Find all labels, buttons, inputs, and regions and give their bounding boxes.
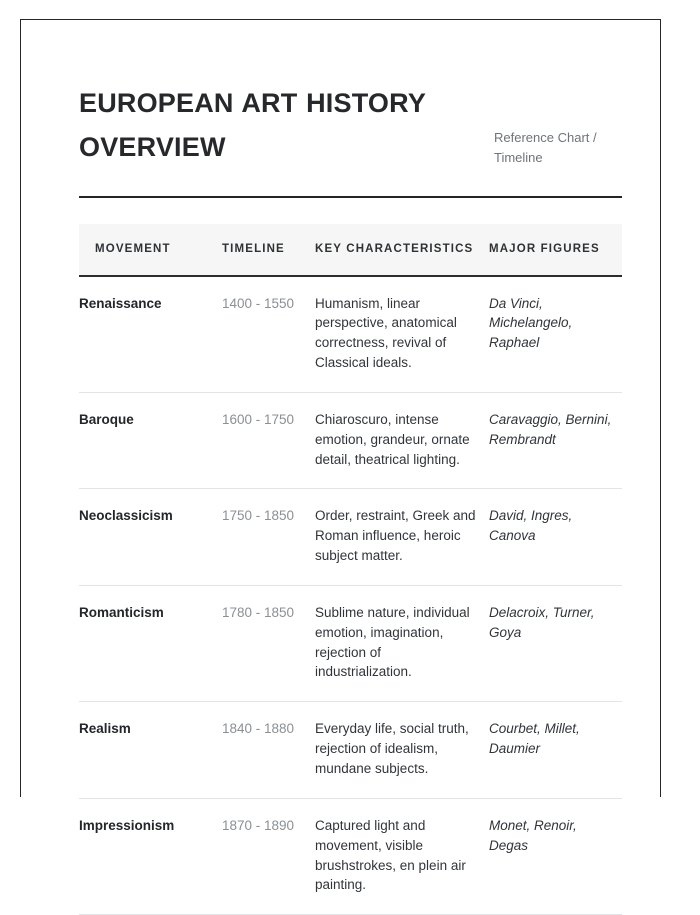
cell-key-characteristics: Captured light and movement, visible brushstrokes, en plein air painting. (315, 798, 489, 914)
cell-key-characteristics: Order, restraint, Greek and Roman influence, heroic subject matter. (315, 489, 489, 586)
table-header-row (79, 224, 622, 276)
cell-movement: Renaissance (79, 276, 222, 393)
cell-timeline: 1840 - 1880 (222, 702, 315, 799)
cell-timeline: 1870 - 1890 (222, 798, 315, 914)
document-page-frame (20, 19, 661, 893)
cell-timeline: 1400 - 1550 (222, 276, 315, 393)
cell-major-figures: Da Vinci, Michelangelo, Raphael (489, 276, 622, 393)
cell-movement: Neoclassicism (79, 489, 222, 586)
art-movements-table-container (79, 224, 622, 915)
document-header (79, 82, 622, 182)
table-row (79, 798, 622, 914)
cell-major-figures: Delacroix, Turner, Goya (489, 585, 622, 701)
cell-movement: Romanticism (79, 585, 222, 701)
table-row (79, 585, 622, 701)
table-row (79, 489, 622, 586)
cell-major-figures: Monet, Renoir, Degas (489, 798, 622, 914)
cell-timeline: 1600 - 1750 (222, 392, 315, 489)
document-subtitle: Reference Chart / Timeline (494, 130, 597, 166)
cell-key-characteristics: Humanism, linear perspective, anatomical correctness, revival of Classical ideals. (315, 276, 489, 393)
cell-major-figures: Courbet, Millet, Daumier (489, 702, 622, 799)
table-row (79, 392, 622, 489)
table-body (79, 276, 622, 915)
cell-major-figures: David, Ingres, Canova (489, 489, 622, 586)
table-row (79, 702, 622, 799)
column-header-major-figures: MAJOR FIGURES (489, 224, 622, 276)
cell-key-characteristics: Sublime nature, individual emotion, imagination, rejection of industrialization. (315, 585, 489, 701)
art-movements-table (79, 224, 622, 915)
cell-movement: Impressionism (79, 798, 222, 914)
cell-movement: Realism (79, 702, 222, 799)
cell-key-characteristics: Everyday life, social truth, rejection of idealism, mundane subjects. (315, 702, 489, 799)
page-title: EUROPEAN ART HISTORY OVERVIEW (79, 88, 426, 162)
cell-timeline: 1750 - 1850 (222, 489, 315, 586)
cell-timeline: 1780 - 1850 (222, 585, 315, 701)
cell-major-figures: Caravaggio, Bernini, Rembrandt (489, 392, 622, 489)
column-header-timeline: TIMELINE (222, 224, 315, 276)
document-sheet (21, 20, 660, 915)
column-header-key-characteristics: KEY CHARACTERISTICS (315, 224, 489, 276)
table-row (79, 276, 622, 393)
cell-key-characteristics: Chiaroscuro, intense emotion, grandeur, ornate detail, theatrical lighting. (315, 392, 489, 489)
title-divider-rule (79, 196, 622, 198)
column-header-movement: MOVEMENT (79, 224, 222, 276)
table-header (79, 224, 622, 276)
cell-movement: Baroque (79, 392, 222, 489)
